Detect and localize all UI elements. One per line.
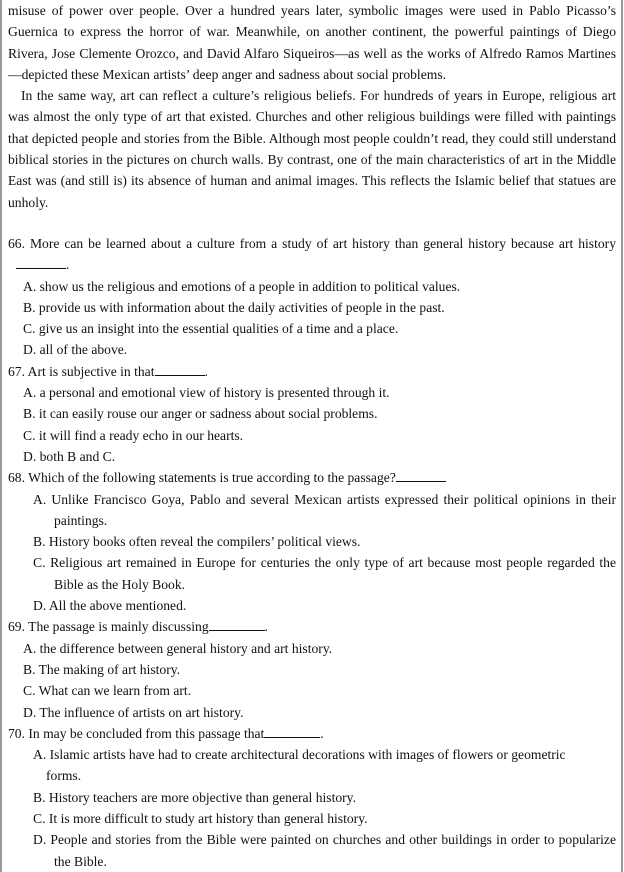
option-a: A. a personal and emotional view of history is presented through it. xyxy=(23,385,390,401)
question-66 xyxy=(8,233,616,361)
question-67 xyxy=(8,361,616,467)
question-68 xyxy=(8,467,616,616)
option-c: C. What can we learn from art. xyxy=(23,683,192,699)
question-70 xyxy=(8,723,616,872)
option-b: B. History teachers are more objective than general history. xyxy=(33,789,356,805)
option-a: A. the difference between general history and art history. xyxy=(23,640,333,656)
option-d: D. The influence of artists on art history. xyxy=(23,704,244,720)
option-b: B. it can easily rouse our anger or sadness about social problems. xyxy=(23,406,378,422)
option-c: C. Religious art remained in Europe for centuries the only type of art because most people regarded the Bible as the Holy Book. xyxy=(33,555,616,592)
question-stem: 70. In may be concluded from this passage that . xyxy=(8,725,324,741)
option-a: A. Unlike Francisco Goya, Pablo and several Mexican artists expressed their political opinions in their paintings. xyxy=(33,491,616,528)
answer-blank[interactable] xyxy=(16,256,66,269)
answer-blank[interactable] xyxy=(155,363,205,376)
option-c: C. it will find a ready echo in our hearts. xyxy=(23,427,244,443)
option-c: C. It is more difficult to study art history than general history. xyxy=(33,811,368,827)
option-d: D. People and stories from the Bible were painted on churches and other buildings in order to popularize the Bible. xyxy=(33,832,616,869)
option-d: D. All the above mentioned. xyxy=(33,598,187,614)
question-stem: 66. More can be learned about a culture from a study of art history than general history because art history. xyxy=(8,236,616,273)
reading-passage xyxy=(8,0,616,213)
left-page-edge xyxy=(0,0,2,872)
answer-blank[interactable] xyxy=(209,618,265,631)
option-b: B. provide us with information about the daily activities of people in the past. xyxy=(23,299,445,315)
passage-paragraph-2: In the same way, art can reflect a culture’s religious beliefs. For hundreds of years in Europe, religious art was almost the only type of art that existed. Churches and other religious buildings were filled with paintings that depicted people and stories from the Bible. Although most people couldn’t read, they could still understand biblical stories in the pictures on church walls. By contrast, one of the main characteristics of art in the Middle East was (and still is) its absence of human and animal images. This reflects the Islamic belief that statues are unholy. xyxy=(8,88,616,210)
question-stem: 68. Which of the following statements is true according to the passage? xyxy=(8,467,616,488)
option-b: B. History books often reveal the compilers’ political views. xyxy=(33,534,361,550)
option-d: D. all of the above. xyxy=(23,342,128,358)
option-a: A. Islamic artists have had to create architectural decorations with images of flowers or geometric forms. xyxy=(33,747,566,784)
question-list xyxy=(8,233,616,872)
option-b: B. The making of art history. xyxy=(23,661,181,677)
answer-blank[interactable] xyxy=(264,725,320,738)
answer-blank[interactable] xyxy=(396,469,446,482)
question-stem: 67. Art is subjective in that . xyxy=(8,363,208,379)
option-c: C. give us an insight into the essential qualities of a time and a place. xyxy=(23,321,399,337)
right-page-edge xyxy=(621,0,623,872)
question-69 xyxy=(8,616,616,722)
passage-paragraph-1: misuse of power over people. Over a hundred years later, symbolic images were used in Pablo Picasso’s Guernica to express the horror of war. Meanwhile, on another continent, the powerful paintings of Diego Rivera, Jose Clemente Orozco, and David Alfaro Siqueiros—as well as the works of Alfredo Ramos Martines—depicted these Mexican artists’ deep anger and sadness about social problems. xyxy=(8,3,616,82)
question-stem: 69. The passage is mainly discussing . xyxy=(8,619,269,635)
option-a: A. show us the religious and emotions of a people in addition to political values. xyxy=(23,278,461,294)
option-d: D. both B and C. xyxy=(23,448,116,464)
